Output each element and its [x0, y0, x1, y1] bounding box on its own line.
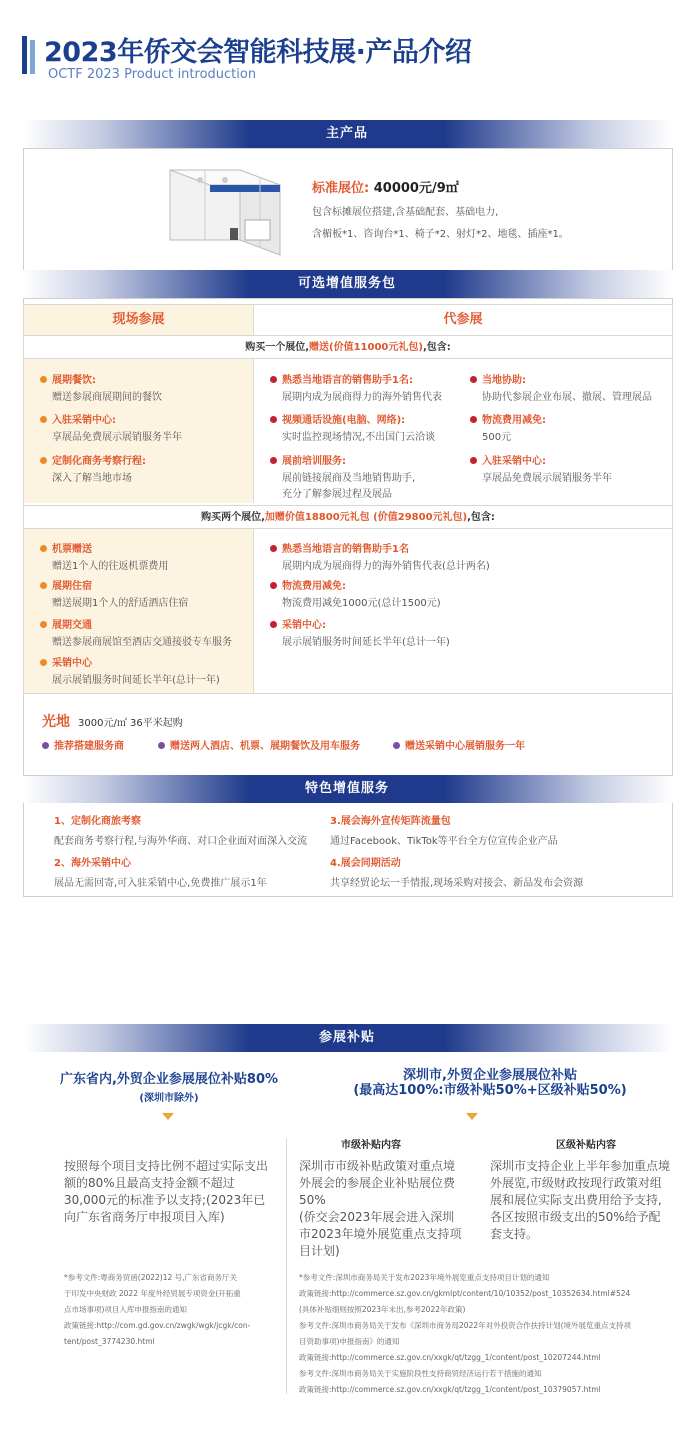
bullet-icon	[40, 416, 47, 423]
raw-space-perk: 赠送两人酒店、机票、展期餐饮及用车服务	[158, 737, 360, 752]
arrow-down-icon	[466, 1113, 478, 1120]
benefit-item: 展期餐饮: 赠送参展商展期间的餐饮	[40, 371, 162, 405]
bullet-icon	[40, 376, 47, 383]
price-label: 标准展位:	[312, 181, 370, 196]
booth-description-line: 包含标摊展位搭建,含基础配套、基础电力,	[312, 207, 499, 218]
benefit-item: 机票赠送 赠送1个人的往返机票费用	[40, 540, 168, 574]
benefit-item: 熟悉当地语言的销售助手1名 展期内成为展商得力的海外销售代表(总计两名)	[270, 540, 490, 574]
benefit-item: 物流费用减免: 物流费用减免1000元(总计1500元)	[270, 577, 441, 611]
bullet-icon	[270, 416, 277, 423]
reference-line: 于印发中央财政 2022 年度外经贸展专项资金(开拓重	[64, 1289, 241, 1298]
standard-booth-price	[312, 177, 569, 196]
reference-line: *参考文件:粤商务贸函(2022)12 号,广东省商务厅关	[64, 1273, 238, 1282]
header-accent-bar	[22, 36, 27, 74]
price-value: 40000元/9㎡	[373, 181, 459, 196]
raw-space-offer	[42, 711, 183, 731]
benefit-item: 熟悉当地语言的销售助手1名: 展期内成为展商得力的海外销售代表	[270, 371, 442, 405]
section-value-pack: 可选增值服务包	[22, 270, 672, 298]
bullet-icon	[158, 742, 165, 749]
reference-line: 参考文件:深圳市商务局关于发布《深圳市商务局2022年对外投资合作扶持计划(境外展览重点支持项	[299, 1321, 632, 1330]
bullet-icon	[470, 376, 477, 383]
guangdong-references	[64, 1270, 274, 1350]
bullet-icon	[270, 582, 277, 589]
feature-item: 4.展会同期活动 共享经贸论坛一手情报,现场采购对接会、新品发布会资源	[330, 858, 584, 889]
reference-line: 政策链接:http://com.gd.gov.cn/zwgk/wgk/jcgk/con-	[64, 1321, 251, 1330]
column-divider	[286, 1138, 287, 1394]
raw-space-title: 光地	[42, 714, 70, 730]
district-subsidy-body: 深圳市支持企业上半年参加重点境外展览,市级财政按现行政策对组展和展位实际支出费用给予支持,各区按照市级支出的50%给予配套支持。	[490, 1159, 671, 1241]
feature-item: 3.展会海外宣传矩阵流量包 通过Facebook、TikTok等平台全方位宣传企业产品	[330, 816, 558, 847]
page-header	[22, 30, 682, 90]
reference-line: tent/post_3774230.html	[64, 1337, 155, 1346]
standard-booth-info	[312, 177, 569, 246]
bullet-icon	[270, 545, 277, 552]
section-features: 特色增值服务	[22, 775, 672, 803]
city-subsidy-head: 市级补贴内容	[341, 1140, 401, 1151]
city-subsidy-body: 深圳市市级补贴政策对重点境外展会的参展企业补贴展位费50% (侨交会2023年展会进入深圳市2023年境外展览重点支持项目计划)	[299, 1159, 462, 1258]
bullet-icon	[40, 457, 47, 464]
buy-one-bar: 购买一个展位,赠送(价值11000元礼包),包含:	[24, 335, 672, 359]
shenzhen-references	[299, 1270, 679, 1398]
reference-line: 参考文件:深圳市商务局关于实施阶段性支持商贸经济运行若干措施的通知	[299, 1369, 542, 1378]
reference-line: 目资助事项)申报指南》的通知	[299, 1337, 400, 1346]
benefit-item: 入驻采销中心: 享展品免费展示展销服务半年	[470, 452, 612, 486]
bullet-icon	[40, 545, 47, 552]
raw-space-perk: 赠送采销中心展销服务一年	[393, 737, 525, 752]
reference-line: *参考文件:深圳市商务局关于发布2023年境外展览重点支持项目计划的通知	[299, 1273, 550, 1282]
bullet-icon	[470, 457, 477, 464]
feature-item: 2、海外采销中心 展品无需回寄,可入驻采销中心,免费推广展示1年	[54, 858, 267, 889]
booth-description	[312, 202, 569, 246]
booth-description-line: 含楣板*1、咨询台*1、椅子*2、射灯*2、地毯、插座*1。	[312, 229, 569, 240]
benefit-item: 当地协助: 协助代参展企业布展、撤展、管理展品	[470, 371, 652, 405]
guangdong-subsidy-title: 广东省内,外贸企业参展展位补贴80%	[59, 1072, 279, 1087]
benefit-item: 采销中心: 展示展销服务时间延长半年(总计一年)	[270, 616, 450, 650]
bullet-icon	[393, 742, 400, 749]
benefit-item: 展期住宿 赠送展期1个人的舒适酒店住宿	[40, 577, 188, 611]
column-proxy: 代参展	[254, 305, 672, 335]
benefit-item: 物流费用减免: 500元	[470, 411, 546, 445]
bullet-icon	[470, 416, 477, 423]
guangdong-subsidy-body: 按照每个项目支持比例不超过实际支出额的80%且最高支持金额不超过30,000元的标准予以支持;(2023年已向广东省商务厅申报项目入库)	[64, 1159, 269, 1224]
column-onsite: 现场参展	[24, 305, 254, 335]
reference-line: 点市场事项)项目入库申报指南的通知	[64, 1305, 187, 1314]
district-subsidy-head: 区级补贴内容	[556, 1140, 616, 1151]
arrow-down-icon	[162, 1113, 174, 1120]
benefit-item: 视频通话设施(电脑、网络): 实时监控现场情况,不出国门云洽谈	[270, 411, 435, 445]
benefit-item: 定制化商务考察行程: 深入了解当地市场	[40, 452, 146, 486]
benefit-item: 采销中心 展示展销服务时间延长半年(总计一年)	[40, 654, 220, 688]
bullet-icon	[42, 742, 49, 749]
reference-line: 政策链接:http://commerce.sz.gov.cn/gkmlpt/content/10/10352/post_10352634.html#524	[299, 1289, 631, 1298]
page-title: 2023年侨交会智能科技展·产品介绍	[44, 37, 472, 68]
benefit-item: 展前培训服务: 展前链接展商及当地销售助手, 充分了解参展过程及展品	[270, 452, 415, 502]
bullet-icon	[40, 582, 47, 589]
reference-line: (具体补贴细则按照2023年未出,参考2022年政策)	[299, 1305, 466, 1314]
bullet-icon	[270, 376, 277, 383]
raw-space-price: 3000元/㎡ 36平米起购	[78, 718, 183, 729]
page-subtitle: OCTF 2023 Product introduction	[48, 67, 257, 82]
reference-line: 政策链接:http://commerce.sz.gov.cn/xxgk/qt/tzgg_1/content/post_10379057.html	[299, 1385, 601, 1394]
bullet-icon	[270, 457, 277, 464]
raw-space-perk: 推荐搭建服务商	[42, 737, 124, 752]
bullet-icon	[40, 621, 47, 628]
reference-line: 政策链接:http://commerce.sz.gov.cn/xxgk/qt/tzgg_1/content/post_10207244.html	[299, 1353, 601, 1362]
header-accent-bar-light	[30, 40, 35, 74]
bullet-icon	[40, 659, 47, 666]
bullet-icon	[270, 621, 277, 628]
booth-illustration	[160, 160, 290, 260]
buy-two-bar: 购买两个展位,加赠价值18800元礼包 (价值29800元礼包),包含:	[24, 505, 672, 529]
guangdong-subsidy-note: (深圳市除外)	[139, 1093, 199, 1104]
benefit-item: 展期交通 赠送参展商展馆至酒店交通接驳专车服务	[40, 616, 232, 650]
feature-item: 1、定制化商旅考察 配套商务考察行程,与海外华商、对口企业面对面深入交流	[54, 816, 308, 847]
benefit-item: 入驻采销中心: 享展品免费展示展销服务半年	[40, 411, 182, 445]
shenzhen-subsidy-title: 深圳市,外贸企业参展展位补贴	[403, 1068, 577, 1083]
section-subsidy: 参展补贴	[22, 1024, 672, 1052]
shenzhen-subsidy-title-detail: (最高达100%:市级补贴50%+区级补贴50%)	[353, 1083, 627, 1098]
section-main-product: 主产品	[22, 120, 672, 148]
